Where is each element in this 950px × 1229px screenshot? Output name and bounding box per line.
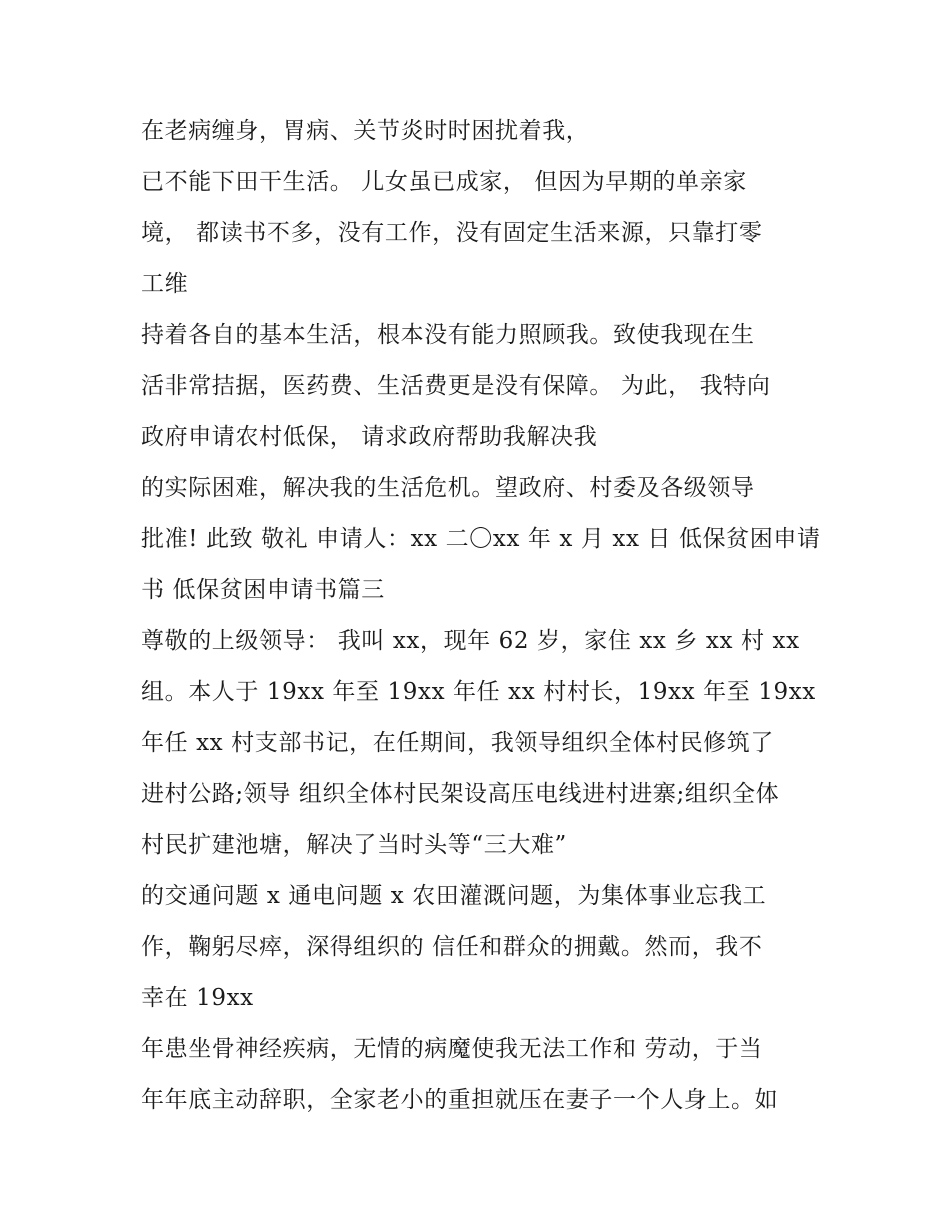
document-body [141, 106, 841, 1126]
text-line: 村民扩建池塘，解决了当时头等“三大难” [141, 832, 567, 858]
text-line: 工维 [141, 271, 189, 297]
text-line: 进村公路;领导 组织全体村民架设高压电线进村进寨;组织全体 [141, 781, 780, 807]
text-line: 活非常拮据，医药费、生活费更是没有保障。 为此， 我特向 [141, 373, 771, 399]
text-line: 的实际困难，解决我的生活危机。望政府、村委及各级领导 [141, 475, 755, 501]
text-line: 年年底主动辞职，全家老小的重担就压在妻子一个人身上。如 [141, 1087, 779, 1113]
text-line: 境， 都读书不多，没有工作，没有固定生活来源，只靠打零 [141, 220, 763, 246]
text-line: 尊敬的上级领导： 我叫 xx，现年 62 岁，家住 xx 乡 xx 村 xx [141, 628, 800, 654]
text-line: 幸在 19xx [141, 985, 254, 1011]
text-line: 年任 xx 村支部书记，在任期间，我领导组织全体村民修筑了 [141, 730, 774, 756]
text-line: 政府申请农村低保， 请求政府帮助我解决我 [141, 424, 598, 450]
text-line: 年患坐骨神经疾病，无情的病魔使我无法工作和 劳动，于当 [141, 1036, 763, 1062]
text-line: 书 低保贫困申请书篇三 [141, 577, 385, 603]
text-line: 的交通问题 x 通电问题 x 农田灌溉问题，为集体事业忘我工 [141, 883, 767, 909]
text-line: 组。本人于 19xx 年至 19xx 年任 xx 村村长，19xx 年至 19xx [141, 679, 816, 705]
text-line: 在老病缠身，胃病、关节炎时时困扰着我， [141, 118, 590, 144]
text-line: 已不能下田干生活。 儿女虽已成家， 但因为早期的单亲家 [141, 169, 747, 195]
text-line: 作，鞠躬尽瘁，深得组织的 信任和群众的拥戴。然而，我不 [141, 934, 763, 960]
text-line: 持着各自的基本生活，根本没有能力照顾我。致使我现在生 [141, 322, 755, 348]
text-line: 批准! 此致 敬礼 申请人：xx 二〇xx 年 x 月 xx 日 低保贫困申请 [141, 526, 821, 552]
